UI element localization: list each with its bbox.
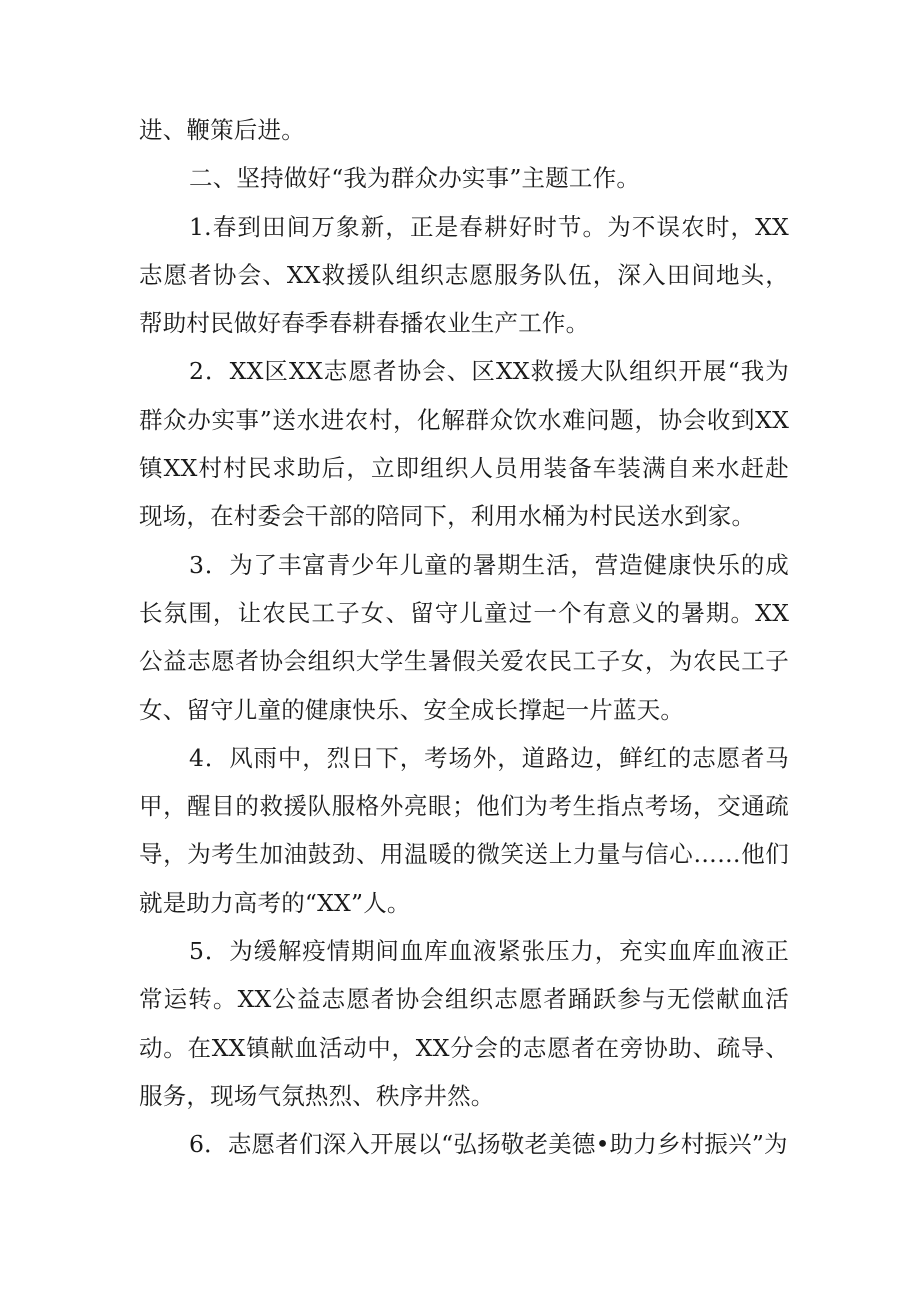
paragraph-item-2: 2．XX区XX志愿者协会、区XX救援大队组织开展“我为群众办实事”送水进农村，化解群众饮水难问题，协会收到XX镇XX村村民求助后，立即组织人员用装备车装满自来水赶赴现场，在村委会干部的陪同下，利用水桶为村民送水到家。 — [139, 357, 789, 531]
paragraph-item-3: 3．为了丰富青少年儿童的暑期生活，营造健康快乐的成长氛围，让农民工子女、留守儿童过一个有意义的暑期。XX公益志愿者协会组织大学生暑假关爱农民工子女，为农民工子女、留守儿童的健康快乐、安全成长撑起一片蓝天。 — [139, 550, 789, 724]
section-heading: 二、坚持做好“我为群众办实事”主题工作。 — [189, 164, 641, 193]
paragraph-item-1: 1.春到田间万象新，正是春耕好时节。为不误农时，XX志愿者协会、XX救援队组织志愿服务队伍，深入田间地头，帮助村民做好春季春耕春播农业生产工作。 — [139, 212, 789, 338]
paragraph-item-6: 6．志愿者们深入开展以“弘扬敬老美德•助力乡村振兴”为 — [189, 1130, 788, 1159]
paragraph-item-5: 5．为缓解疫情期间血库血液紧张压力，充实血库血液正常运转。XX公益志愿者协会组织志愿者踊跃参与无偿献血活动。在XX镇献血活动中，XX分会的志愿者在旁协助、疏导、服务，现场气氛热烈、秩序井然。 — [139, 937, 789, 1110]
paragraph-item-4: 4．风雨中，烈日下，考场外，道路边，鲜红的志愿者马甲，醒目的救援队服格外亮眼；他们为考生指点考场，交通疏导，为考生加油鼓劲、用温暖的微笑送上力量与信心……他们就是助力高考的“XX”人。 — [139, 743, 789, 917]
paragraph-continuation: 进、鞭策后进。 — [139, 116, 305, 144]
document-body — [139, 106, 789, 1169]
